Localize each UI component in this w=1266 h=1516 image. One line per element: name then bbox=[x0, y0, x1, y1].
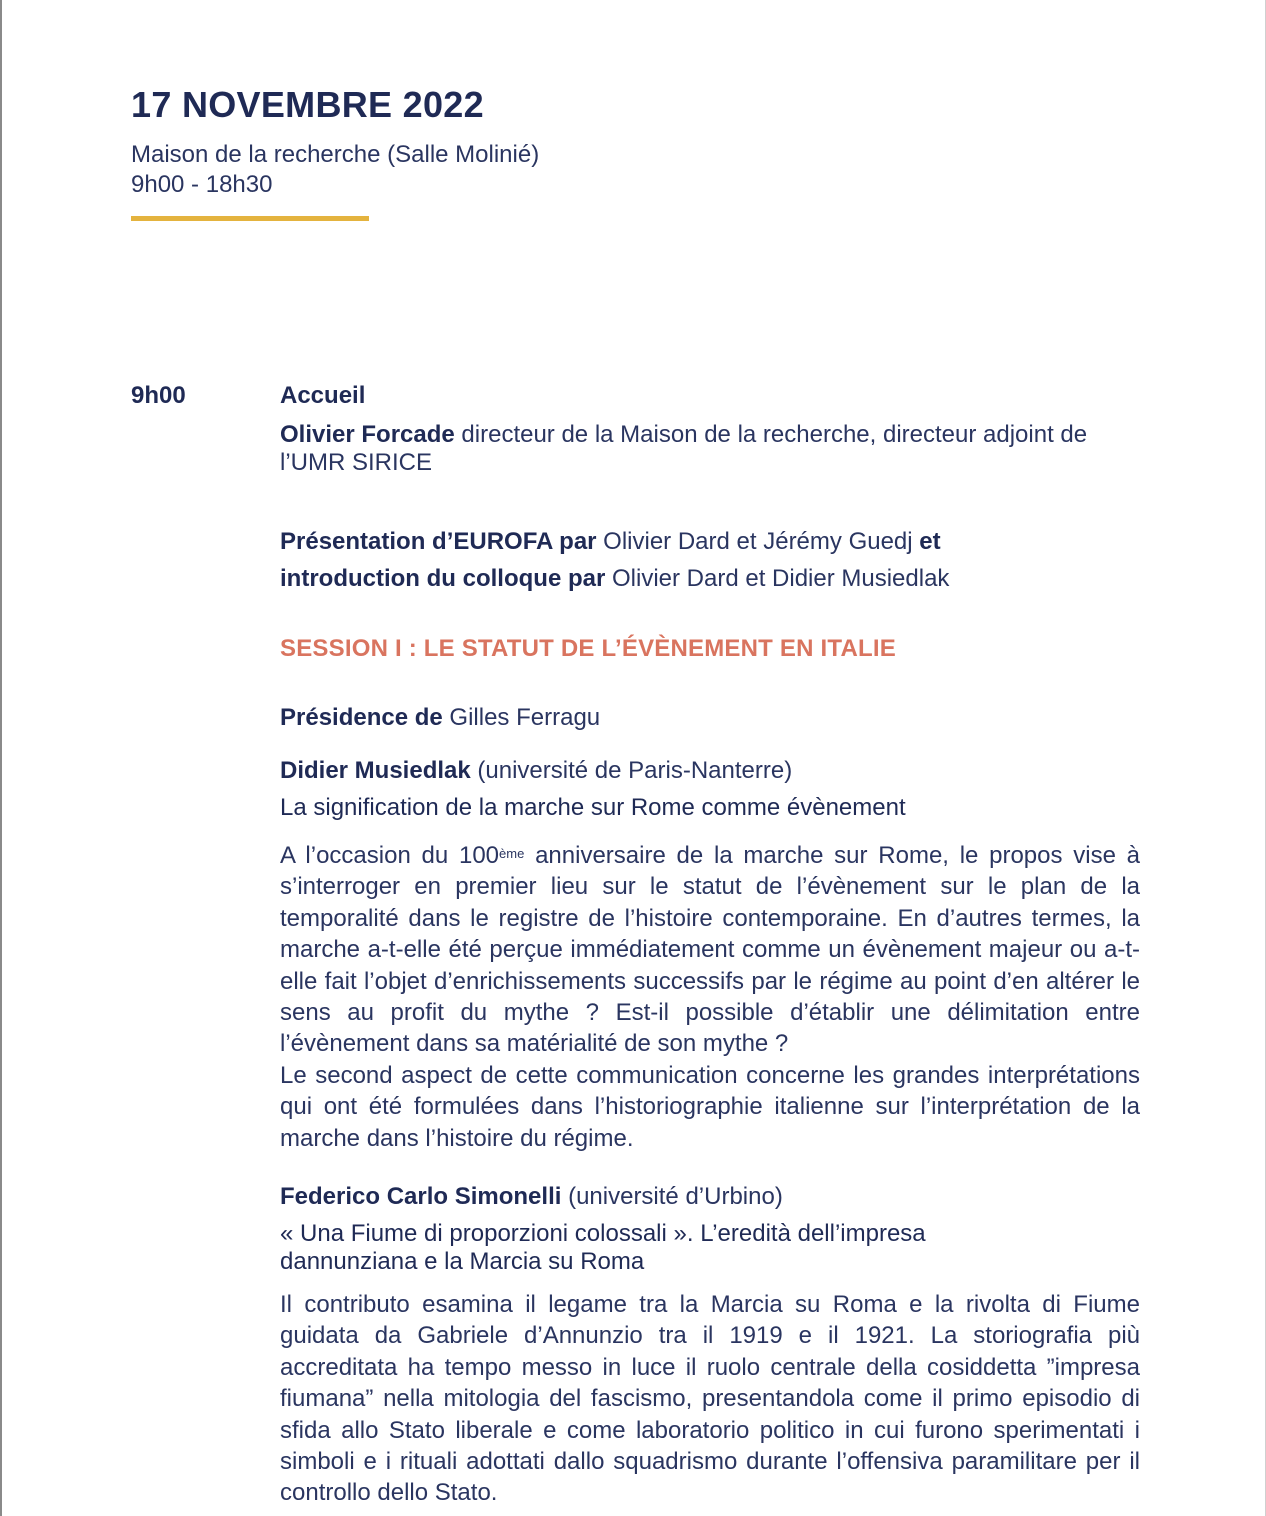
talk-2-speaker-line bbox=[280, 1183, 1140, 1211]
welcome-speaker-role: directeur de la Maison de la recherche, directeur adjoint de l’UMR SIRICE bbox=[280, 421, 1088, 476]
talk-1-speaker-line bbox=[280, 757, 1140, 785]
talk-1-abstract-p1 bbox=[280, 840, 1140, 1060]
page-left-edge bbox=[0, 0, 2, 1516]
talk-2-title bbox=[280, 1220, 1140, 1276]
presentation-block bbox=[280, 523, 1140, 597]
talk-1-title: La signification de la marche sur Rome comme évènement bbox=[280, 794, 906, 821]
talk-1-abstract bbox=[280, 840, 1140, 1154]
abstract-text: A l’occasion du 100 bbox=[280, 842, 500, 869]
accent-divider bbox=[131, 216, 369, 221]
welcome-speaker-name: Olivier Forcade bbox=[280, 421, 455, 448]
superscript-ordinal: ème bbox=[499, 846, 525, 861]
talk-2-title-line-2: dannunziana e la Marcia su Roma bbox=[280, 1248, 645, 1275]
talk-1-abstract-p2: Le second aspect de cette communication concerne les grandes interprétations qui ont été formulées dans l’historiographie italienne sur l’interprétation de la marche dans l’histoire du régime. bbox=[280, 1061, 1140, 1152]
talk-2-speaker: Federico Carlo Simonelli bbox=[280, 1183, 562, 1210]
event-date-heading: 17 NOVEMBRE 2022 bbox=[131, 84, 484, 125]
presidence-label: Présidence de bbox=[280, 704, 450, 731]
introduction-speakers: Olivier Dard et Didier Musiedlak bbox=[611, 565, 950, 592]
presidence-name: Gilles Ferragu bbox=[449, 704, 601, 731]
presentation-speakers: Olivier Dard et Jérémy Guedj bbox=[603, 528, 913, 555]
presidence-line bbox=[280, 704, 1140, 732]
welcome-heading: Accueil bbox=[280, 382, 366, 409]
session-title: SESSION I : LE STATUT DE L’ÉVÈNEMENT EN ITALIE bbox=[280, 635, 896, 662]
event-location: Maison de la recherche (Salle Molinié) bbox=[131, 141, 540, 168]
talk-2-abstract: Il contributo esamina il legame tra la Marcia su Roma e la rivolta di Fiume guidata da Gabriele d’Annunzio tra il 1919 e il 1921. La storiografia più accreditata ha tempo messo in luce il ruolo centrale della cosiddetta ”impresa fiumana” nella mitologia del fascismo, presentandola come il primo episodio di sfida allo Stato liberale e come laboratorio politico in cui furono sperimentati i simboli e i rituali adottati dallo squadrismo durante l’offensiva paramilitare per il controllo dello Stato. bbox=[280, 1291, 1140, 1507]
talk-2-affiliation: (université d’Urbino) bbox=[561, 1183, 783, 1210]
talk-1-speaker: Didier Musiedlak bbox=[280, 757, 471, 784]
schedule-time: 9h00 bbox=[131, 382, 186, 409]
abstract-text-rest: anniversaire de la marche sur Rome, le propos vise à s’interroger en premier lieu sur le statut de l’évènement sur le plan de la temporalité dans le registre de l’histoire contemporaine. En d’autres termes, la marche a-t-elle été perçue immédiatement comme un évènement majeur ou a-t-elle fait l’objet d’enrichissements successifs par le régime au point d’en altérer le sens au profit du mythe ? Est-il possible d’établir une délimitation entre l’évènement dans sa matérialité de son mythe ? bbox=[280, 842, 1141, 1058]
introduction-label: introduction du colloque par bbox=[280, 565, 612, 592]
talk-2-title-line-1: « Una Fiume di proporzioni colossali ». L’eredità dell’impresa bbox=[280, 1220, 926, 1247]
talk-1-affiliation: (université de Paris-Nanterre) bbox=[470, 757, 793, 784]
presentation-conjunction: et bbox=[912, 528, 941, 555]
welcome-speaker-block bbox=[280, 421, 1140, 477]
presentation-label: Présentation d’EUROFA par bbox=[280, 528, 604, 555]
event-hours: 9h00 - 18h30 bbox=[131, 171, 273, 198]
